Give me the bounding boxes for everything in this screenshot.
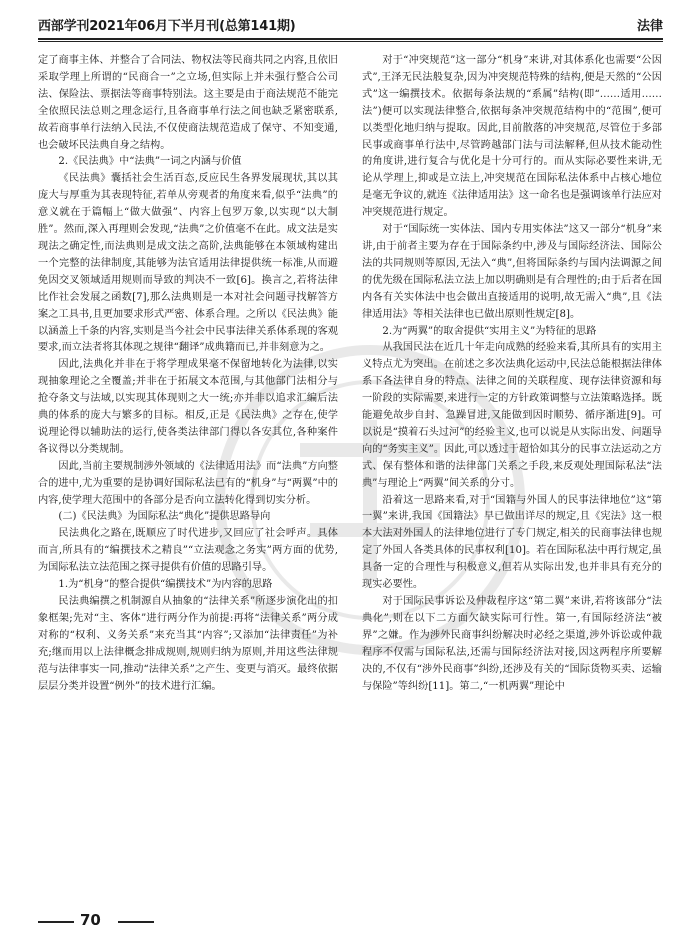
header-rule-thin bbox=[38, 41, 663, 42]
paragraph: 对于“冲突规范”这一部分“机身”来讲,对其体系化也需要“公因式”,王泽无民法般复杂,因为冲突规范特殊的结构,便是天然的“公因式”这一编撰技术。依据每条法规的“系属”结构(即“……适用……法”)便可以实现法律整合,依据每条冲突规范结构中的“范围”,便可以类型化地归纳与提取。因此,目前散落的冲突规范,尽管位于多部民事或商事单行法中,尽管跨越部门法与司法解释,但从技术能动性的角度讲,进行复合与优化是十分可行的。而从实际必要性来讲,无论从学理上,抑或是立法上,冲突规范在国际私法体系中占核心地位是毫无争议的,就连《法律适用法》这一命名也是强调该单行法应对冲突规范进行规定。 bbox=[362, 55, 662, 219]
paragraph: 定了商事主体、并整合了合同法、物权法等民商共同之内容,且依旧采取学理上所谓的“民商合一”之立场,但实际上并未强行整合公司法、保险法、票据法等商事特别法。这主要是由于商法规范不能完全依照民法总则之理念运行,且各商事单行法之间也缺乏紧密联系,故若商事单行法纳入民法,不仅使商法规范造成了保守、不知变通,也会破坏民法典自身之结构。 bbox=[38, 55, 338, 151]
section-label: 法律 bbox=[636, 19, 663, 34]
paragraph: 从我国民法在近几十年走向成熟的经验来看,其所具有的实用主义特点尤为突出。在前述之多次法典化运动中,民法总能根据法律体系下各法律自身的特点、法律之间的关联程度、现存法律资源和每一阶段的实际需要,来进行一定的方针政策调整与立法策略选择。既能避免故步自封、急躁冒进,又能做到因时顺势、循序渐进[9]。可以说是“摸着石头过河”的经验主义,也可以说是从实际出发、问题导向的“务实主义”。因此,可以透过于超恰如其分的民事立法运动之方式、保有整体和谐的法律部门关系之手段,来反观处理国际私法“法典”与理论上“两翼”间关系的分寸。 bbox=[362, 342, 662, 489]
running-header bbox=[38, 10, 663, 36]
paragraph: 《民法典》囊括社会生活百态,反应民生各界发展现状,其以其庞大与厚重为其表现特征,若单从旁观者的角度来看,似乎“法典”的意义就在于篇幅上“做大做强”、内容上包罗万象,以实现“以大制胜”。然而,深入再理则会发现,“法典”之价值毫不在此。成文法是实现法之确定性,而法典则是成文法之高阶,法典能够在本领域构建出一个完整的法律制度,其能够为法官适用法律提供统一标准,从而避免因交叉领域适用规则而导致的判决不一致[6]。换言之,若将法律比作社会发展之函数[7],那么法典则是一本对社会问题寻找解答方案之工具书,且更加要求形式严密、体系合理。之所以《民法典》能以涵盖上千条的内容,实则是当今社会中民事法律关系体系现的客观要求,而立法者将其体现之规律“翻译”成典籍而已,并非刻意为之。 bbox=[38, 173, 338, 354]
paragraph: 因此,当前主要规制涉外领域的《法律适用法》而“法典”方向整合的进中,尤为重要的是协调好国际私法已有的“机身”与“两翼”中的内容,使学理大范围中的各部分是否向立法转化得到切实分析。 bbox=[38, 460, 338, 506]
header-rule-thick bbox=[38, 38, 663, 40]
paragraph: 因此,法典化并非在于将学理成果毫不保留地转化为法律,以实现抽象理论之全覆盖;并非在于拓展文本范围,与其他部门法相分与抢夺条文与法域,以实现其体现则之大一统;亦并非以追求汇编后法典的体系的庞大与繁多的目标。相反,正是《民法典》之存在,使学说理论得以辅助法的运行,使各类法律部门得以各安其位,各种案件各议得以分类规制。 bbox=[38, 359, 338, 455]
paragraph: 民法典编撰之机制源自从抽象的“法律关系”所逐步演化出的扣象框架;先对“主、客体”进行两分作为前提:再将“法律关系”两分成对称的“权利、义务关系”来充当其“内容”;又添加“法律责任”为补充;继而用以上法律概念排成规则,规则归纳为原则,并用这些法律规范与法律事实一同,推动“法律关系”之产生、变更与消灭。最终依据层层分类并设置“例外”的技术进行汇编。 bbox=[38, 596, 338, 692]
section-heading: (二)《民法典》为国际私法“典化”提供思路导向 bbox=[58, 511, 271, 523]
paragraph: 对于国际民事诉讼及仲裁程序这“第二翼”来讲,若将该部分“法典化”,则在以下二方面欠缺实际可行性。第一,有国际经济法“被界”之嫌。作为涉外民商事纠纷解决时必经之渠道,涉外诉讼或仲裁程序不仅需与国际私法,还需与国际经济法对接,因这两程序所要解决的,不仅有“涉外民商事”纠纷,还涉及有关的“国际货物买卖、运输与保险”等纠纷[11]。第二,“一机两翼”理论中 bbox=[362, 596, 662, 692]
left-column bbox=[38, 53, 338, 901]
section-heading: 2.《民法典》中“法典”一词之内涵与价值 bbox=[58, 156, 242, 168]
page-number: 70 bbox=[80, 911, 101, 929]
paragraph: 民法典化之路在,既顺应了时代进步,又回应了社会呼声。具体而言,所具有的“编撰技术之精良”“立法观念之务实”两方面的优势,为国际私法立法范围之探寻提供有价值的思路引导。 bbox=[38, 528, 338, 574]
footer-rule-right bbox=[118, 921, 154, 923]
paragraph: 对于“国际统一实体法、国内专用实体法”这又一部分“机身”来讲,由于前者主要为存在于国际条约中,涉及与国际经济法、国际公法的共同规则等原因,无法入“典”,但将国际条约与国内法调源之间的优先级在国际私法立法上加以明确则是有合理性的;由于后者在国内各有关实体法中也会做出直接适用的说明,故无需入“典”,且《法律适用法》等相关法律也已做出原则性规定[8]。 bbox=[362, 224, 662, 320]
section-heading: 2.为“两翼”的取舍提供“实用主义”为特征的思路 bbox=[382, 325, 597, 337]
section-heading: 1.为“机身”的整合提供“编撰技术”为内容的思路 bbox=[58, 579, 273, 591]
right-column bbox=[362, 53, 662, 901]
footer-rule-left bbox=[38, 921, 74, 923]
paragraph: 沿着这一思路来看,对于“国籍与外国人的民事法律地位”这“第一翼”来讲,我国《国籍法》早已做出详尽的规定,且《宪法》这一根本大法对外国人的法律地位进行了专门规定,相关的民商事法律也规定了外国人各类具体的民事权利[10]。若在国际私法中再行规定,虽具备一定的合理性与积极意义,但若从实际出发,也并非具有充分的现实必要性。 bbox=[362, 494, 662, 591]
journal-masthead: 西部学刊2021年06月下半月刊(总第141期) bbox=[38, 19, 296, 34]
